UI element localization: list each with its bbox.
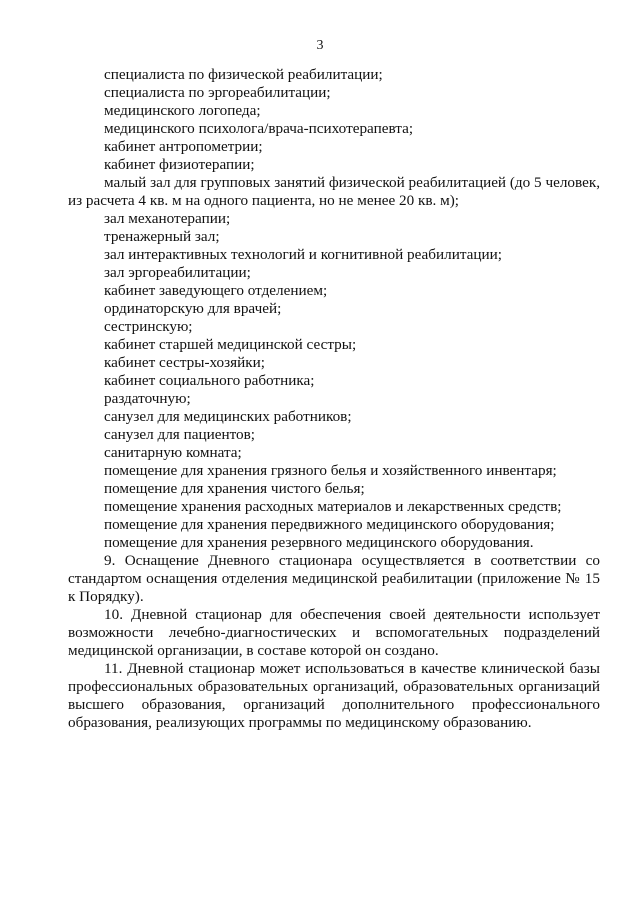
list-item: санитарную комната; — [104, 444, 242, 461]
list-item: помещение для хранения резервного медицинского оборудования. — [104, 534, 534, 551]
list-item: помещение для хранения чистого белья; — [104, 480, 365, 497]
document-body — [68, 66, 600, 732]
paragraph-11: 11. Дневной стационар может использоваться в качестве клинической базы профессиональных образовательных организаций, образовательных организаций высшего образования, организаций дополнительного профессионального образования, реализующих программы по медицинскому образованию. — [68, 660, 600, 731]
list-item: раздаточную; — [104, 390, 191, 407]
list-item: зал механотерапии; — [104, 210, 231, 227]
list-item: кабинет физиотерапии; — [104, 156, 255, 173]
list-item: помещение для хранения грязного белья и хозяйственного инвентаря; — [104, 462, 557, 479]
list-item: тренажерный зал; — [104, 228, 220, 245]
list-item: зал интерактивных технологий и когнитивной реабилитации; — [104, 246, 502, 263]
list-item: санузел для пациентов; — [104, 426, 256, 443]
list-item: специалиста по физической реабилитации; — [104, 66, 383, 83]
list-item: кабинет социального работника; — [104, 372, 315, 389]
page-number: 3 — [316, 38, 324, 53]
list-item: медицинского психолога/врача-психотерапевта; — [104, 120, 414, 137]
paragraph-9: 9. Оснащение Дневного стационара осуществляется в соответствии со стандартом оснащения отделения медицинской реабилитации (приложение № 15 к Порядку). — [68, 552, 600, 605]
list-item: сестринскую; — [104, 318, 193, 335]
list-item: кабинет сестры-хозяйки; — [104, 354, 265, 371]
list-item: зал эргореабилитации; — [104, 264, 251, 281]
list-item: помещение для хранения передвижного медицинского оборудования; — [104, 516, 555, 533]
list-item: кабинет заведующего отделением; — [104, 282, 328, 299]
list-item: медицинского логопеда; — [104, 102, 261, 119]
list-item: помещение хранения расходных материалов и лекарственных средств; — [104, 498, 562, 515]
list-item: ординаторскую для врачей; — [104, 300, 282, 317]
paragraph-10: 10. Дневной стационар для обеспечения своей деятельности использует возможности лечебно-диагностических и вспомогательных подразделений медицинской организации, в составе которой он создано. — [68, 606, 600, 659]
list-item: кабинет старшей медицинской сестры; — [104, 336, 357, 353]
list-item: малый зал для групповых занятий физической реабилитацией (до 5 человек, из расчета 4 кв. м на одного пациента, но не менее 20 кв. м); — [68, 174, 600, 209]
list-item: кабинет антропометрии; — [104, 138, 263, 155]
list-item: специалиста по эргореабилитации; — [104, 84, 331, 101]
list-item: санузел для медицинских работников; — [104, 408, 352, 425]
